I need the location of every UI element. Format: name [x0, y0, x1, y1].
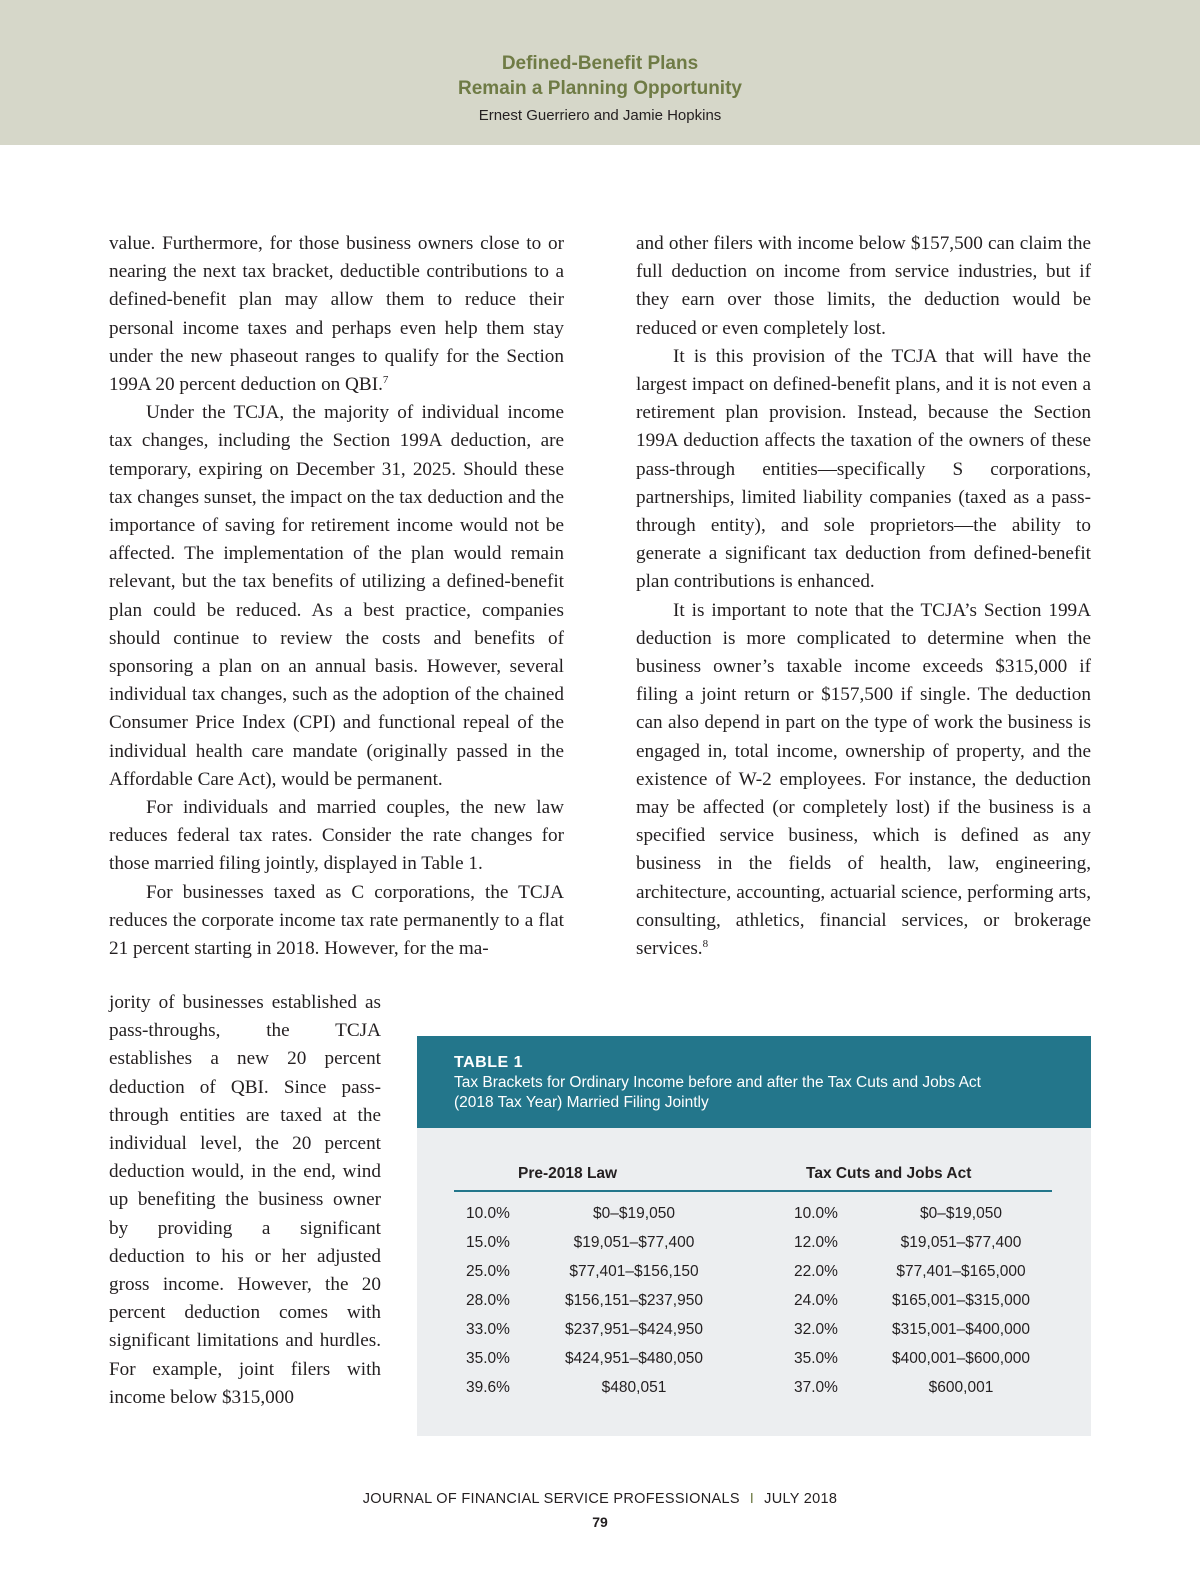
rate-pre-2018-cell: 33.0%: [466, 1321, 510, 1338]
paragraph: It is important to note that the TCJA’s Section 199A deduction is more complicated to determine when the business owner’s taxable income exceeds $315,000 if filing a joint return or $157,500 if single. The deduction can also depend in part on the type of work the business is engaged in, total income, ownership of property, and the existence of W-2 employees. For instance, the deduction may be affected (or completely lost) if the business is a specified service business, which is defined as any business in the fields of health, law, engineering, architecture, accounting, actuarial science, performing arts, consulting, athletics, financial services, or brokerage services.$^8$: [636, 599, 1091, 960]
income-range-pre-2018-cell: $0–$19,050: [593, 1205, 675, 1222]
income-range-pre-2018-cell: $480,051: [601, 1379, 667, 1396]
income-range-pre-2018-cell: $156,151–$237,950: [565, 1292, 703, 1309]
rate-pre-2018-cell: 10.0%: [466, 1205, 510, 1222]
rate-pre-2018-cell: 39.6%: [466, 1379, 510, 1396]
article-title-line-1: Defined-Benefit Plans: [501, 53, 699, 74]
income-range-tcja-cell: $0–$19,050: [920, 1205, 1002, 1222]
rate-pre-2018-cell: 25.0%: [466, 1263, 510, 1280]
income-range-tcja-cell: $400,001–$600,000: [892, 1350, 1030, 1367]
income-range-tcja-cell: $600,001: [928, 1379, 994, 1396]
rate-pre-2018-cell: 35.0%: [466, 1350, 510, 1367]
rate-tcja-cell: 24.0%: [794, 1292, 838, 1309]
table-row: [454, 1229, 1052, 1258]
table-row: [454, 1316, 1052, 1345]
column-header-pre-2018: Pre-2018 Law: [518, 1165, 618, 1182]
journal-name: JOURNAL OF FINANCIAL SERVICE PROFESSIONALS: [362, 1491, 740, 1507]
table-grid: [454, 1162, 1052, 1403]
paragraph: value. Furthermore, for those business owners close to or nearing the next tax bracket, deductible contributions to a defined-benefit plan may allow them to reduce their personal income taxes and perhaps even help them stay under the new phaseout ranges to qualify for the Section 199A 20 percent deduction on QBI.$^7$: [109, 233, 564, 396]
article-authors: Ernest Guerriero and Jamie Hopkins: [478, 107, 722, 124]
rate-tcja-cell: 12.0%: [794, 1234, 838, 1251]
rate-pre-2018-cell: 28.0%: [466, 1292, 510, 1309]
article-title-line-2: Remain a Planning Opportunity: [458, 78, 742, 99]
paragraph: For individuals and married couples, the new law reduces federal tax rates. Consider the rate changes for those married filing jointly, displayed in Table 1.: [109, 797, 564, 875]
paragraph: Under the TCJA, the majority of individual income tax changes, including the Section 199A deduction, are temporary, expiring on December 31, 2025. Should these tax changes sunset, the impact on the tax deduction and the importance of saving for retirement income would not be affected. The implementation of the plan would remain relevant, but the tax benefits of utilizing a defined-benefit plan could be reduced. As a best practice, companies should continue to review the costs and benefits of sponsoring a plan on an annual basis. However, several individual tax changes, such as the adoption of the chained Consumer Price Index (CPI) and functional repeal of the individual health care mandate (originally passed in the Affordable Care Act), would be permanent.: [109, 402, 564, 790]
income-range-tcja-cell: $165,001–$315,000: [892, 1292, 1030, 1309]
page-footer: [0, 1491, 1200, 1507]
right-column: [636, 230, 1091, 963]
income-range-pre-2018-cell: $424,951–$480,050: [565, 1350, 703, 1367]
footnote-ref[interactable]: 7: [382, 374, 389, 387]
issue-date: JULY 2018: [764, 1491, 838, 1507]
table-caption-line-1: Tax Brackets for Ordinary Income before and after the Tax Cuts and Jobs Act: [454, 1074, 981, 1091]
rate-pre-2018-cell: 15.0%: [466, 1234, 510, 1251]
rate-tcja-cell: 22.0%: [794, 1263, 838, 1280]
table-row: [454, 1287, 1052, 1316]
table-row: [454, 1200, 1052, 1229]
paragraph: For businesses taxed as C corporations, the TCJA reduces the corporate income tax rate permanently to a flat 21 percent starting in 2018. However, for the ma-: [109, 881, 564, 960]
page-header: [0, 0, 1200, 145]
income-range-pre-2018-cell: $237,951–$424,950: [565, 1321, 703, 1338]
income-range-pre-2018-cell: $19,051–$77,400: [573, 1234, 695, 1251]
rate-tcja-cell: 10.0%: [794, 1205, 838, 1222]
page-number: 79: [592, 1514, 608, 1530]
left-column: [109, 230, 564, 963]
table-row: [454, 1345, 1052, 1374]
income-range-tcja-cell: $315,001–$400,000: [892, 1321, 1030, 1338]
rate-tcja-cell: 35.0%: [794, 1350, 838, 1367]
paragraph: It is this provision of the TCJA that will have the largest impact on defined-benefit plans, and it is not even a retirement plan provision. Instead, because the Section 199A deduction affects the taxation of the owners of these pass-through entities—specifically S corporations, partnerships, limited liability companies (taxed as a pass-through entity), and sole proprietors—the ability to generate a significant tax deduction from defined-benefit plan contributions is enhanced.: [636, 345, 1091, 593]
income-range-tcja-cell: $77,401–$165,000: [896, 1263, 1026, 1280]
income-range-tcja-cell: $19,051–$77,400: [900, 1234, 1022, 1251]
table-body: [454, 1200, 1052, 1403]
table-row: [454, 1258, 1052, 1287]
table-caption-line-2: (2018 Tax Year) Married Filing Jointly: [454, 1094, 709, 1111]
rate-tcja-cell: 32.0%: [794, 1321, 838, 1338]
table-column-headers: [454, 1162, 1052, 1192]
rate-tcja-cell: 37.0%: [794, 1379, 838, 1396]
left-column-wrapped: [109, 989, 381, 1412]
footnote-ref[interactable]: 8: [702, 938, 709, 951]
table-row: [454, 1374, 1052, 1403]
column-header-tcja: Tax Cuts and Jobs Act: [806, 1165, 972, 1182]
table-label: TABLE 1: [454, 1054, 523, 1071]
tax-bracket-table: [417, 1036, 1091, 1436]
table-header-band: [417, 1036, 1091, 1128]
income-range-pre-2018-cell: $77,401–$156,150: [569, 1263, 699, 1280]
footer-separator: I: [749, 1491, 755, 1507]
paragraph: and other filers with income below $157,500 can claim the full deduction on income from service industries, but if they earn over those limits, the deduction would be reduced or even completely lost.: [636, 233, 1091, 339]
paragraph: jority of businesses established as pass-throughs, the TCJA establishes a new 20 percent deduction of QBI. Since pass-through entities are taxed at the individual level, the 20 percent deduction would, in the end, wind up benefiting the business owner by providing a significant deduction to his or her adjusted gross income. However, the 20 percent deduction comes with significant limitations and hurdles. For example, joint filers with income below $315,000: [109, 992, 381, 1408]
